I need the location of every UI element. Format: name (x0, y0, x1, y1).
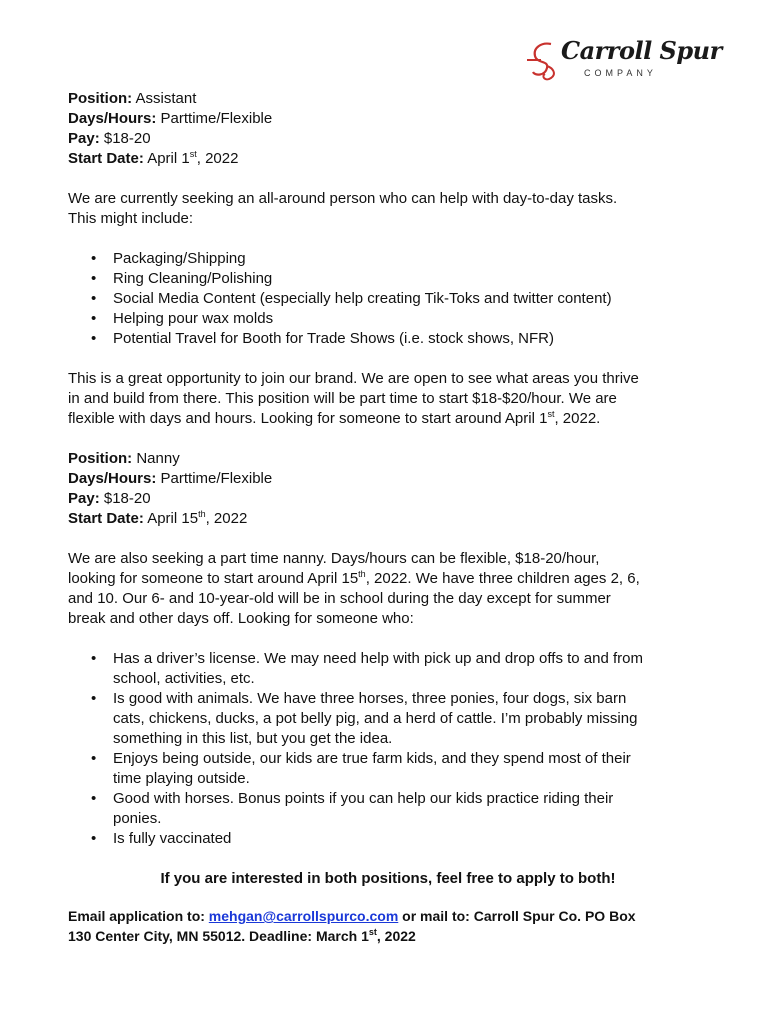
footer-prefix: Email application to: (68, 908, 205, 924)
list-item-line: • Good with horses. Bonus points if you can help our kids practice riding their (113, 790, 614, 807)
list-item: • Helping pour wax molds (113, 309, 708, 329)
footer-line (68, 926, 708, 946)
job2-description-line: and 10. Our 6- and 10-year-old will be in school during the day except for summer (68, 590, 611, 607)
job2-description-sup: th (358, 569, 366, 579)
start-date-label: Start Date: (68, 150, 144, 167)
company-logo (527, 34, 722, 84)
list-item: • Packaging/Shipping (113, 249, 708, 269)
job1-start-date-value: April 1 (147, 150, 190, 167)
start-date-label: Start Date: (68, 510, 144, 527)
list-item-line: ponies. (113, 810, 162, 827)
job1-position-value: Assistant (135, 90, 197, 107)
logo-wordmark: Carroll Spur (561, 36, 722, 65)
list-item: • Potential Travel for Booth for Trade Shows (i.e. stock shows, NFR) (113, 329, 708, 349)
apply-both-callout: If you are interested in both positions, feel free to apply to both! (160, 870, 616, 887)
job2-start-year: , 2022 (205, 510, 248, 527)
footer-address: 130 Center City, MN 55012. Deadline: March 1 (68, 928, 369, 944)
email-link[interactable]: mehgan@carrollspurco.com (208, 908, 399, 924)
job1-pay-value: $18-20 (103, 130, 151, 147)
days-hours-label: Days/Hours: (68, 110, 157, 127)
job2-description-text: looking for someone to start around April 15 (68, 570, 359, 587)
logo-subtitle: COMPANY (584, 68, 657, 78)
job2-description-line (68, 569, 708, 589)
list-item-line: • Is good with animals. We have three horses, three ponies, four dogs, six barn (113, 690, 627, 707)
job2-requirements-list (68, 649, 708, 849)
position-label: Position: (68, 450, 133, 467)
list-item-line: • Has a driver’s license. We may need help with pick up and drop offs to and from (113, 650, 644, 667)
job1-days-hours (68, 109, 708, 129)
days-hours-label: Days/Hours: (68, 470, 157, 487)
pay-label: Pay: (68, 130, 100, 147)
job2-days-hours (68, 469, 708, 489)
job1-description-year: , 2022. (554, 410, 601, 427)
job1-description-text: flexible with days and hours. Looking for someone to start around April 1 (68, 410, 548, 427)
job2-description-line: We are also seeking a part time nanny. Days/hours can be flexible, $18-20/hour, (68, 550, 600, 567)
footer-line (68, 906, 708, 926)
list-item: • Ring Cleaning/Polishing (113, 269, 708, 289)
job2-description-text: , 2022. We have three children ages 2, 6, (365, 570, 640, 587)
job1-description-line (68, 409, 708, 429)
job1-position (68, 89, 708, 109)
job2-pay-value: $18-20 (103, 490, 151, 507)
list-item-line: school, activities, etc. (113, 670, 255, 687)
job1-days-hours-value: Parttime/Flexible (160, 110, 273, 127)
list-item (113, 749, 708, 789)
job1-intro-line: This might include: (68, 210, 194, 227)
pay-label: Pay: (68, 490, 100, 507)
list-item (113, 649, 708, 689)
job1-start-date (68, 149, 708, 169)
footer-deadline-sup: st (368, 927, 377, 937)
position-label: Position: (68, 90, 133, 107)
job1-start-sup: st (189, 149, 197, 159)
footer-middle: or mail to: Carroll Spur Co. PO Box (402, 908, 636, 924)
job2-start-sup: th (198, 509, 206, 519)
job1-description-sup: st (547, 409, 555, 419)
job2-position (68, 449, 708, 469)
job2-description-line: break and other days off. Looking for someone who: (68, 610, 414, 627)
list-item (113, 689, 708, 749)
job2-start-date-value: April 15 (147, 510, 199, 527)
job2-start-date (68, 509, 708, 529)
application-instructions (68, 906, 708, 946)
list-item-line: • Enjoys being outside, our kids are true farm kids, and they spend most of their (113, 750, 631, 767)
list-item-line: something in this list, but you get the idea. (113, 730, 393, 747)
list-item (113, 829, 708, 849)
list-item (113, 789, 708, 829)
job2-days-hours-value: Parttime/Flexible (160, 470, 273, 487)
job1-start-year: , 2022 (196, 150, 239, 167)
job1-pay (68, 129, 708, 149)
job1-description-line: in and build from there. This position will be part time to start $18-$20/hour. We are (68, 390, 617, 407)
list-item-line: • Is fully vaccinated (113, 830, 232, 847)
job1-description-line: This is a great opportunity to join our brand. We are open to see what areas you thrive (68, 370, 639, 387)
list-item-line: time playing outside. (113, 770, 250, 787)
job1-task-list (68, 249, 708, 349)
job1-intro-line: We are currently seeking an all-around person who can help with day-to-day tasks. (68, 190, 618, 207)
footer-deadline-year: , 2022 (376, 928, 416, 944)
list-item: • Social Media Content (especially help creating Tik-Toks and twitter content) (113, 289, 708, 309)
job2-position-value: Nanny (136, 450, 180, 467)
job2-pay (68, 489, 708, 509)
document-body (68, 89, 708, 946)
list-item-line: cats, chickens, ducks, a pot belly pig, and a herd of cattle. I’m probably missing (113, 710, 638, 727)
